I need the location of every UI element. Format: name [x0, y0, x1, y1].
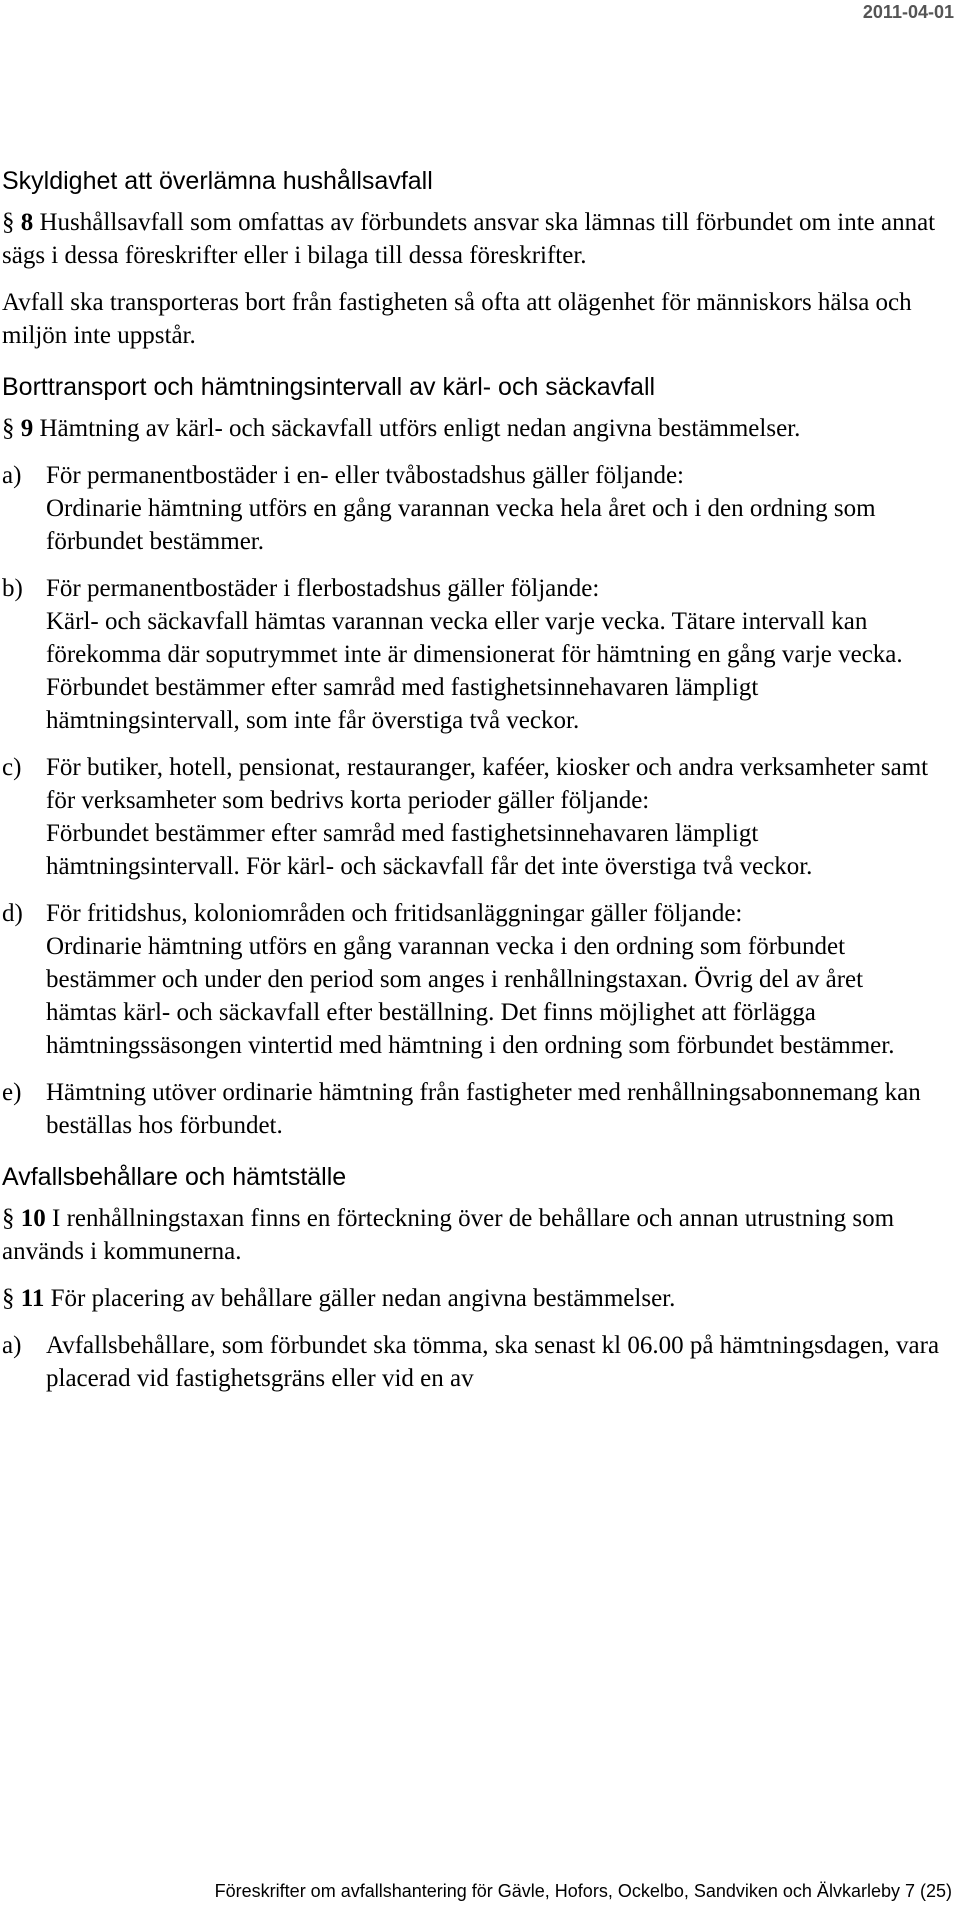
- document-date: 2011-04-01: [862, 2, 954, 22]
- list-item-label: a): [2, 462, 22, 489]
- section-sign: §: [2, 415, 21, 442]
- list-item-text: [46, 459, 940, 558]
- section-heading: Borttransport och hämtningsintervall av kärl- och säckavfall: [2, 373, 656, 401]
- list-item-label: b): [2, 575, 23, 602]
- section-sign: §: [2, 1285, 21, 1312]
- section-sign: §: [2, 1205, 21, 1232]
- list-item-line: För permanentbostäder i flerbostadshus gäller följande:: [46, 575, 600, 602]
- list-item-line: Avfallsbehållare, som förbundet ska tömma, ska senast kl 06.00 på hämtningsdagen, vara placerad vid fastighetsgräns eller vid en av: [46, 1332, 940, 1392]
- list-item-line: Hämtning utöver ordinarie hämtning från fastigheter med renhållningsabonnemang kan beställas hos förbundet.: [46, 1079, 921, 1139]
- list-item-text: [46, 1076, 940, 1142]
- paragraph-10: [0, 1202, 940, 1268]
- page-footer: Föreskrifter om avfallshantering för Gävle, Hofors, Ockelbo, Sandviken och Älvkarleby 7 (25): [214, 1881, 952, 1901]
- paragraph-text: Hämtning av kärl- och säckavfall utförs enligt nedan angivna bestämmelser.: [33, 415, 801, 442]
- list-item-a: [0, 1329, 940, 1395]
- paragraph-number: 8: [20, 209, 34, 236]
- paragraph-9: [0, 412, 940, 445]
- section-heading: Avfallsbehållare och hämtställe: [2, 1163, 347, 1191]
- section-sign: §: [2, 209, 21, 236]
- list-item-c: [0, 751, 940, 883]
- list-item-line: Kärl- och säckavfall hämtas varannan vecka eller varje vecka. Tätare intervall kan förekomma där soputrymmet inte är dimensionerat för hämtning en gång varje vecka. Förbundet bestämmer efter samråd med fastighetsinnehavaren lämpligt hämtningsintervall, som inte får överstiga två veckor.: [46, 608, 903, 734]
- document-body: [0, 164, 940, 1395]
- list-item-label: d): [2, 900, 23, 927]
- paragraph-text: Hushållsavfall som omfattas av förbundets ansvar ska lämnas till förbundet om inte annat sägs i dessa föreskrifter eller i bilaga till dessa föreskrifter.: [2, 209, 936, 269]
- list-item-line: För permanentbostäder i en- eller tvåbostadshus gäller följande:: [46, 462, 684, 489]
- list-item-text: [46, 1329, 940, 1395]
- paragraph-text: I renhållningstaxan finns en förteckning över de behållare och annan utrustning som används i kommunerna.: [2, 1205, 895, 1265]
- list-item-text: [46, 572, 940, 737]
- list-item-label: e): [2, 1079, 22, 1106]
- list-item-line: För fritidshus, koloniområden och fritidsanläggningar gäller följande:: [46, 900, 743, 927]
- list-item-b: [0, 572, 940, 737]
- paragraph-number: 9: [20, 415, 34, 442]
- paragraph-text: För placering av behållare gäller nedan angivna bestämmelser.: [44, 1285, 676, 1312]
- list-item-line: För butiker, hotell, pensionat, restauranger, kaféer, kiosker och andra verksamheter samt för verksamheter som bedrivs korta perioder gäller följande:: [46, 754, 929, 814]
- list-item-line: Ordinarie hämtning utförs en gång varannan vecka hela året och i den ordning som förbundet bestämmer.: [46, 495, 876, 555]
- paragraph-11: [0, 1282, 940, 1315]
- paragraph: Avfall ska transporteras bort från fastigheten så ofta att olägenhet för människors hälsa och miljön inte uppstår.: [2, 289, 912, 349]
- list-item-line: Ordinarie hämtning utförs en gång varannan vecka i den ordning som förbundet bestämmer och under den period som anges i renhållningstaxan. Övrig del av året hämtas kärl- och säckavfall efter beställning. Det finns möjlighet att förlägga hämtningssäsongen vintertid med hämtning i den ordning som förbundet bestämmer.: [46, 933, 895, 1059]
- paragraph-number: 10: [20, 1205, 46, 1232]
- list-item-label: c): [2, 754, 22, 781]
- section-heading: Skyldighet att överlämna hushållsavfall: [2, 167, 433, 195]
- list-item-a: [0, 459, 940, 558]
- paragraph-8: [0, 206, 940, 272]
- list-item-line: Förbundet bestämmer efter samråd med fastighetsinnehavaren lämpligt hämtningsintervall. För kärl- och säckavfall får det inte överstiga två veckor.: [46, 820, 813, 880]
- list-item-text: [46, 897, 940, 1062]
- list-item-d: [0, 897, 940, 1062]
- list-item-e: [0, 1076, 940, 1142]
- list-item-label: a): [2, 1332, 22, 1359]
- list-item-text: [46, 751, 940, 883]
- paragraph-number: 11: [20, 1285, 45, 1312]
